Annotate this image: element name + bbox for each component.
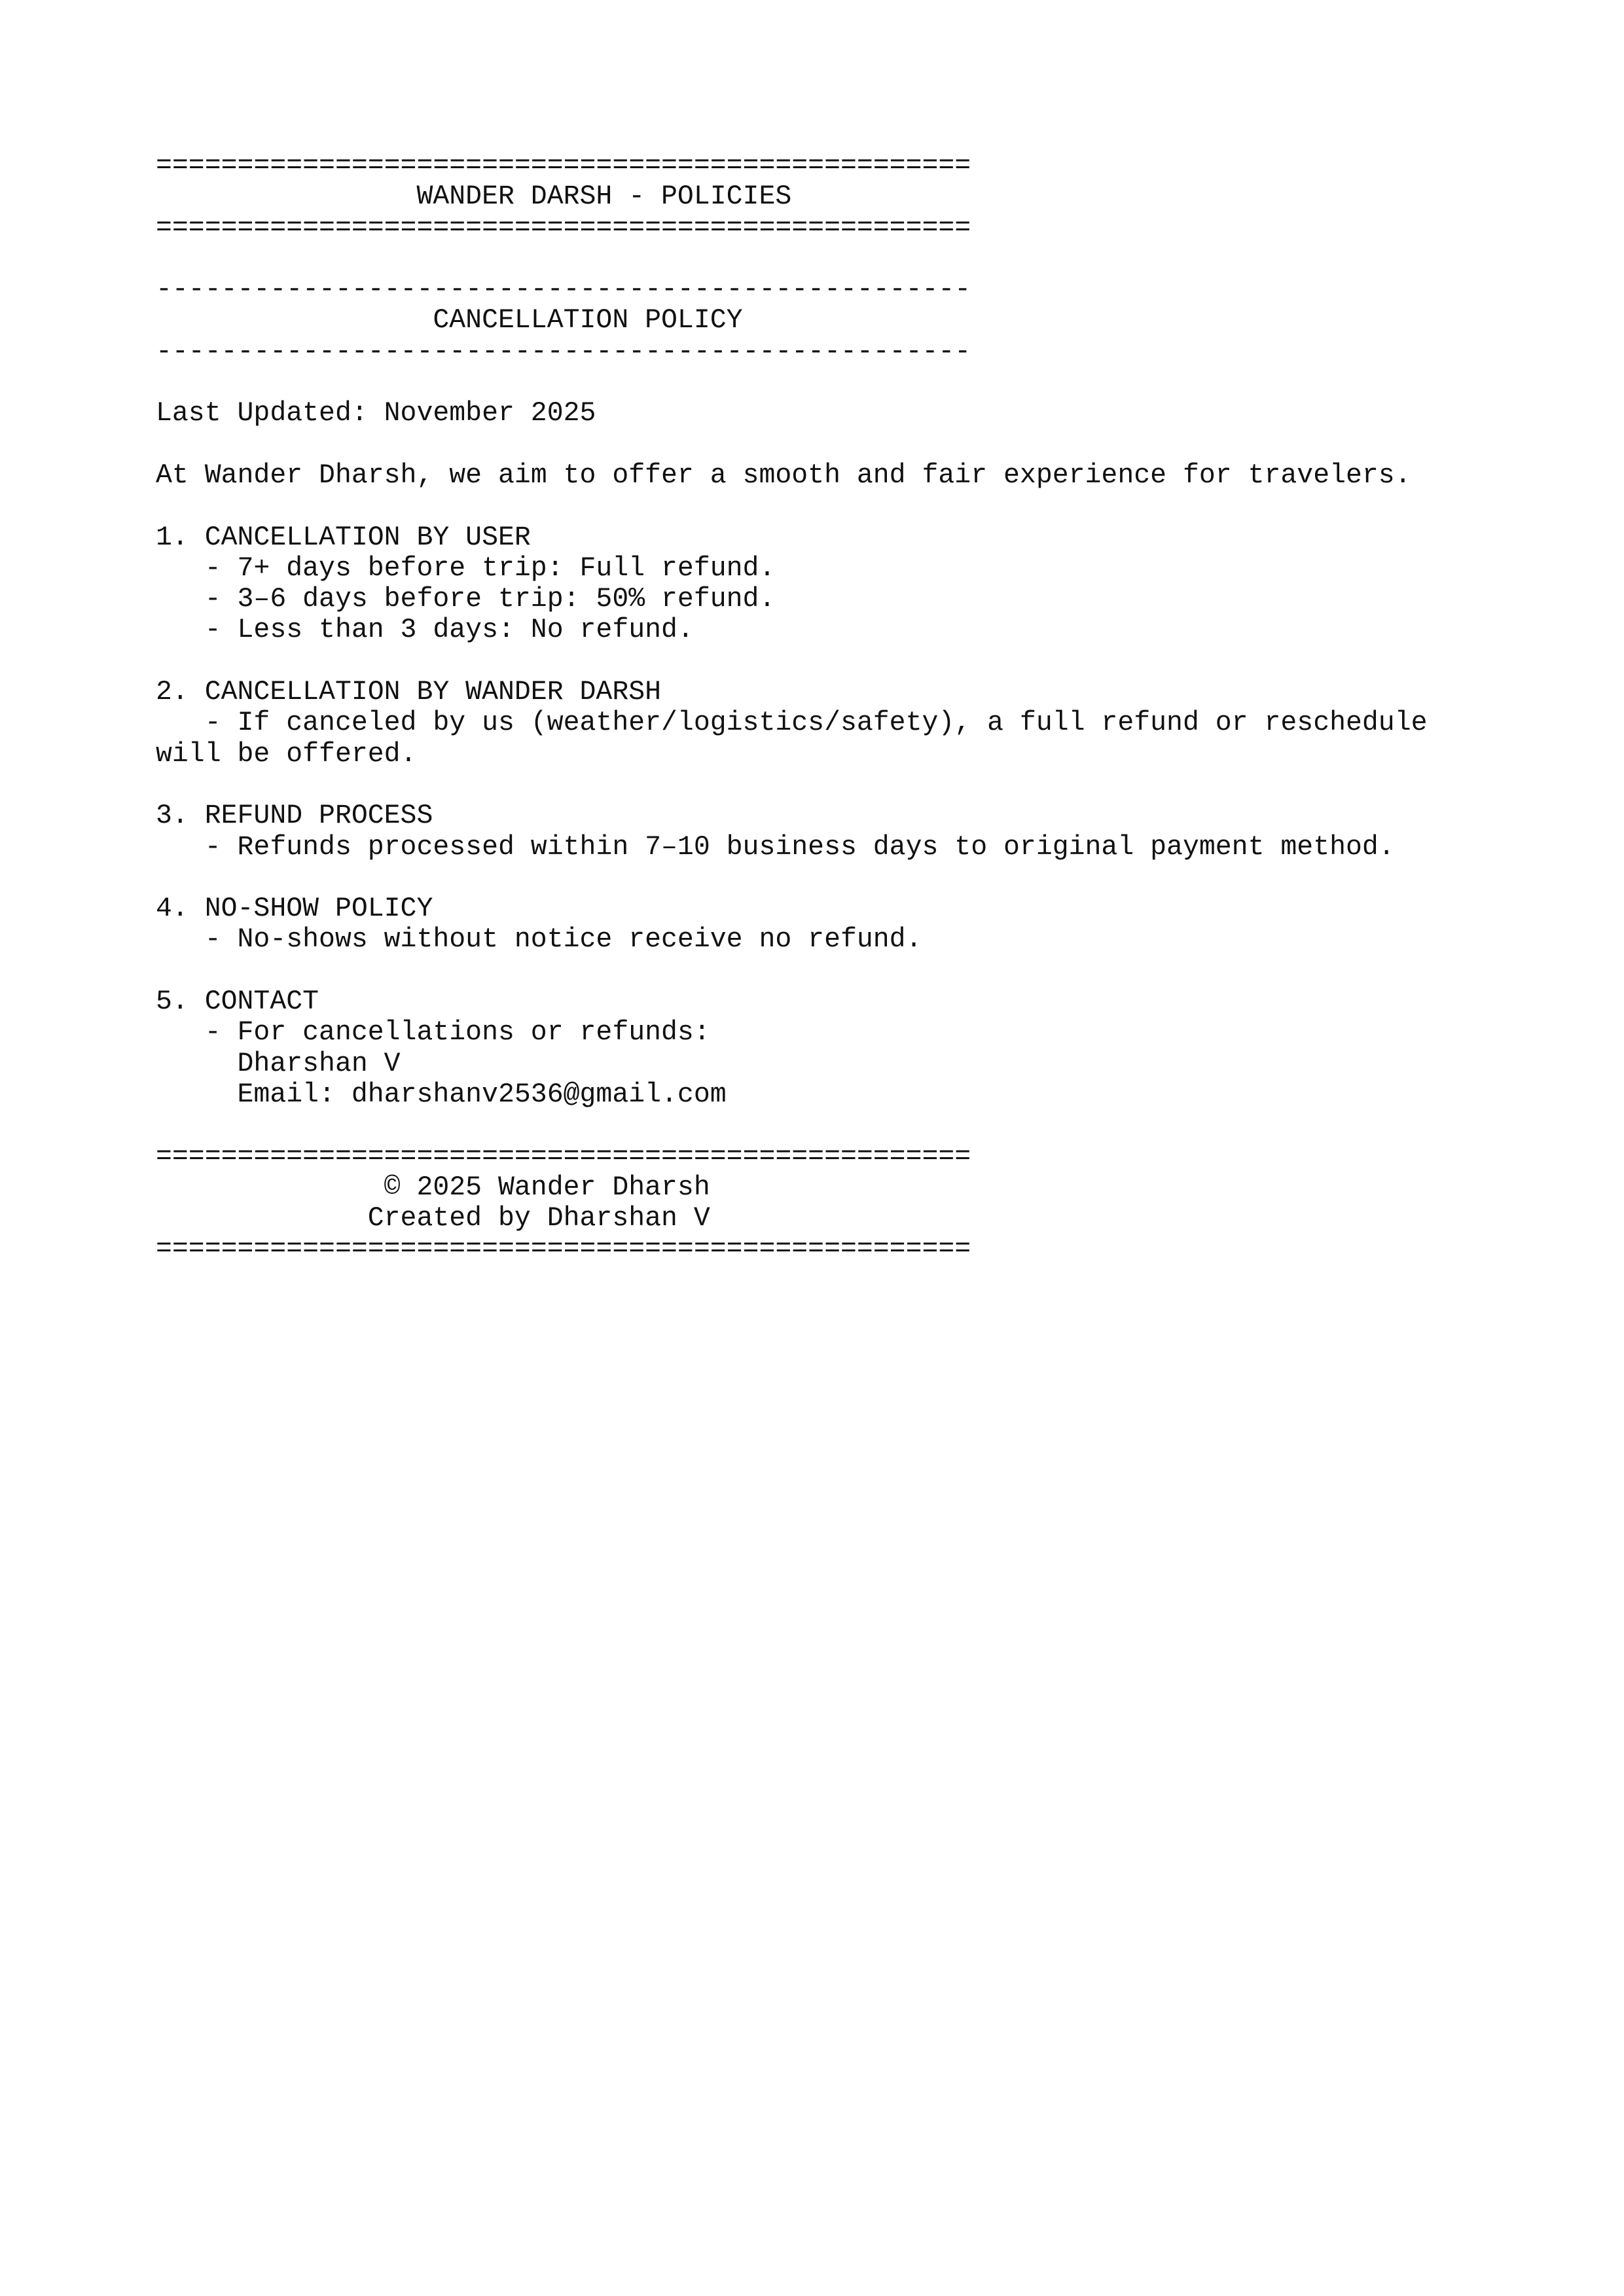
document-title: WANDER DARSH - POLICIES (156, 181, 792, 213)
blank-line (156, 367, 1530, 398)
list-item: - 3–6 days before trip: 50% refund. (156, 584, 776, 615)
blank-line (156, 1110, 1530, 1141)
heading-no-show-policy: 4. NO-SHOW POLICY (156, 893, 433, 925)
section-rule-top: -------------------------------------------------- (156, 274, 971, 306)
policy-document (156, 151, 1530, 1265)
contact-email: Email: dharshanv2536@gmail.com (156, 1079, 727, 1110)
blank-line (156, 863, 1530, 893)
blank-line (156, 770, 1530, 800)
blank-line (156, 956, 1530, 986)
heading-contact: 5. CONTACT (156, 986, 319, 1018)
blank-line (156, 646, 1530, 677)
contact-name: Dharshan V (156, 1048, 401, 1079)
heading-cancellation-by-user: 1. CANCELLATION BY USER (156, 522, 531, 553)
last-updated: Last Updated: November 2025 (156, 398, 596, 429)
list-item: - For cancellations or refunds: (156, 1017, 710, 1049)
heading-cancellation-by-company: 2. CANCELLATION BY WANDER DARSH (156, 677, 662, 708)
heading-refund-process: 3. REFUND PROCESS (156, 800, 433, 832)
footer-credit: Created by Dharshan V (156, 1203, 710, 1234)
section-rule-bottom: -------------------------------------------------- (156, 336, 971, 367)
list-item: - If canceled by us (weather/logistics/safety), a full refund or reschedule (156, 708, 1428, 739)
list-item: - Less than 3 days: No refund. (156, 615, 694, 646)
blank-line (156, 491, 1530, 522)
list-item: - Refunds processed within 7–10 business days to original payment method. (156, 831, 1395, 863)
footer-rule-top: ================================================== (156, 1141, 971, 1172)
blank-line (156, 243, 1530, 274)
list-item: - No-shows without notice receive no refund. (156, 924, 922, 956)
list-item-continuation: will be offered. (156, 738, 417, 770)
header-rule-top: ================================================== (156, 151, 971, 181)
section-title: CANCELLATION POLICY (156, 305, 743, 336)
intro-text: At Wander Dharsh, we aim to offer a smooth and fair experience for travelers. (156, 459, 1411, 491)
footer-copyright: © 2025 Wander Dharsh (156, 1172, 710, 1203)
list-item: - 7+ days before trip: Full refund. (156, 552, 776, 584)
header-rule-bottom: ================================================== (156, 212, 971, 243)
footer-rule-bottom: ================================================== (156, 1234, 971, 1265)
blank-line (156, 429, 1530, 460)
